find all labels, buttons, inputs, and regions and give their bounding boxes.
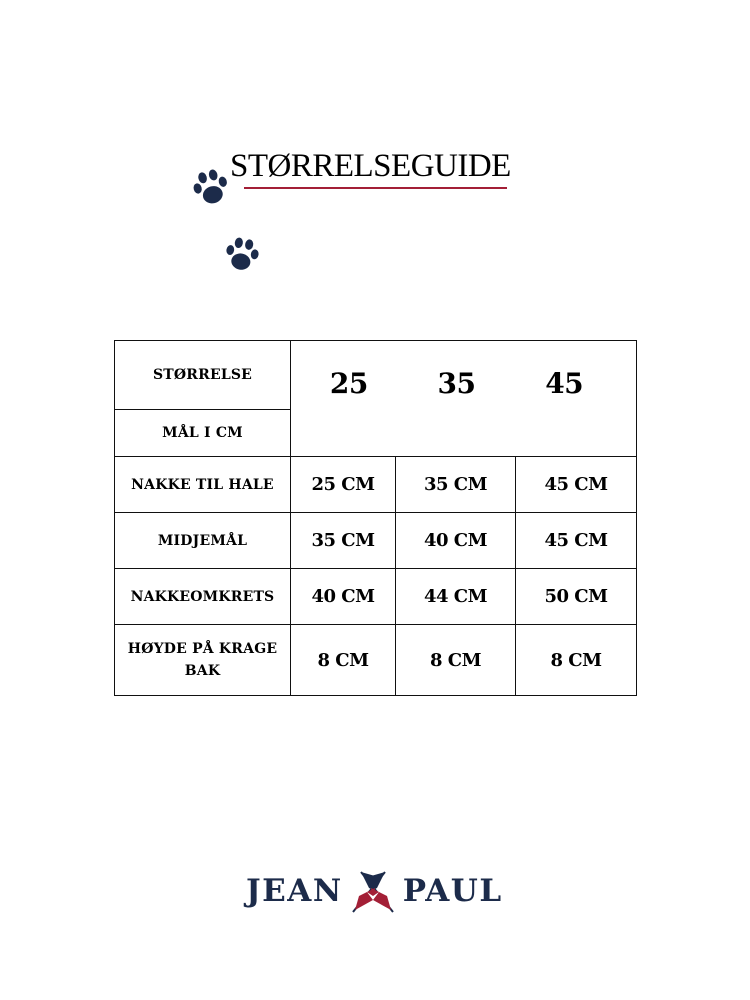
paw-print-icon: [189, 166, 233, 210]
table-row: [115, 457, 637, 513]
table-row: [115, 625, 637, 696]
page-title: STØRRELSEGUIDE: [230, 148, 511, 184]
table-cell: 8 CM: [550, 649, 602, 671]
crossed-flags-icon: [345, 866, 401, 916]
table-cell: 8 CM: [429, 649, 482, 671]
row-label: NAKKEOMKRETS: [130, 588, 275, 605]
size-header-35: 35: [437, 367, 476, 400]
unit-label: MÅL I CM: [162, 425, 243, 441]
size-label: STØRRELSE: [152, 367, 253, 383]
table-cell: 35 CM: [423, 474, 488, 495]
brand-name-right: PAUL: [402, 873, 503, 909]
brand-name-left: JEAN: [246, 873, 343, 909]
size-header-45: 45: [545, 367, 584, 400]
table-cell: 45 CM: [544, 530, 608, 551]
paw-print-icon: [221, 234, 263, 276]
table-row: [115, 341, 637, 410]
size-header-cell: [291, 341, 637, 457]
table-cell: 45 CM: [544, 474, 608, 495]
row-label: MIDJEMÅL: [157, 532, 248, 549]
table-cell: 35 CM: [311, 530, 375, 551]
row-label: HØYDE PÅ KRAGE BAK: [127, 641, 278, 679]
table-row: [115, 569, 637, 625]
row-label: NAKKE TIL HALE: [131, 476, 274, 493]
size-header-25: 25: [329, 367, 368, 400]
table-cell: 50 CM: [544, 586, 608, 607]
table-cell: 8 CM: [317, 649, 369, 671]
table-cell: 40 CM: [423, 530, 488, 551]
table-cell: 44 CM: [423, 586, 488, 607]
brand-logo: [246, 866, 503, 916]
table-cell: 25 CM: [311, 474, 375, 495]
title-underline: [244, 187, 507, 189]
table-cell: 40 CM: [311, 586, 375, 607]
size-label-cell: [115, 341, 291, 410]
unit-label-cell: [115, 410, 291, 457]
table-row: [115, 513, 637, 569]
size-guide-table: [114, 340, 637, 696]
